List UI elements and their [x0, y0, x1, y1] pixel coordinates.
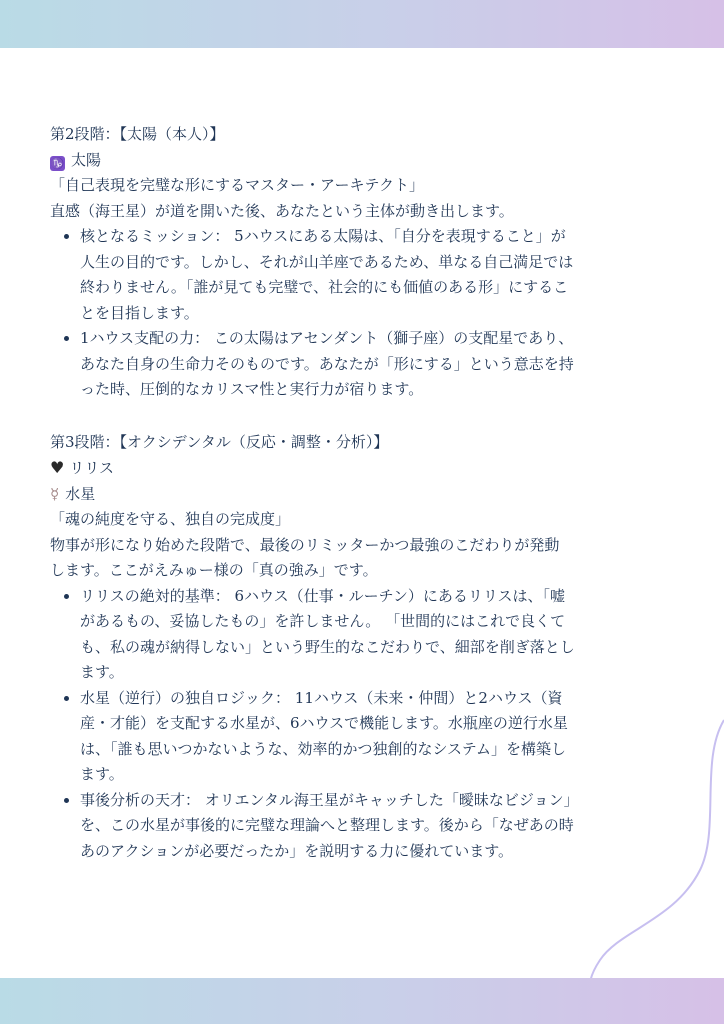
mercury-icon: ☿ [50, 484, 60, 503]
bullet-line: あなた自身の生命力そのものです。あなたが「形にする」という意志を持 [80, 354, 574, 373]
list-item [50, 584, 680, 686]
bullet-line: ます。 [80, 765, 124, 783]
document-body [50, 122, 680, 864]
sun-label: 太陽 [71, 150, 102, 169]
bullet-line: を、この水星が事後的に完璧な理論へと整理します。後から「なぜあの時 [80, 816, 574, 834]
bullet-line: とを目指します。 [80, 303, 199, 322]
lilith-label: リリス [69, 459, 115, 477]
mercury-label: 水星 [65, 484, 96, 503]
bullet-line: 終わりません。「誰が見ても完璧で、社会的にも価値のある形」にするこ [80, 278, 569, 296]
bullet-line: 産・才能）を支配する水星が、6ハウスで機能します。水瓶座の逆行水星 [80, 714, 568, 732]
black-heart-icon: ♥ [50, 458, 65, 477]
bullet-line: った時、圧倒的なカリスマ性と実行力が宿ります。 [80, 380, 424, 398]
section2-heading: 第2段階：【太陽（本人）】 [50, 125, 225, 143]
bullet-line: リリスの絶対的基準： 6ハウス（仕事・ルーチン）にあるリリスは、「嘘 [80, 586, 566, 605]
section3-bullet-list [50, 584, 680, 865]
section2-quote: 「自己表現を完璧な形にするマスター・アーキテクト」 [50, 176, 424, 194]
bottom-gradient-band [0, 978, 724, 1024]
bullet-line: 1ハウス支配の力： この太陽はアセンダント（獅子座）の支配星であり、 [80, 329, 574, 347]
bullet-line: も、私の魂が納得しない」という野生的なこだわりで、細部を削ぎ落とし [80, 637, 575, 656]
capricorn-icon: ♑ [50, 156, 65, 170]
bullet-line: 核となるミッション： 5ハウスにある太陽は、「自分を表現すること」が [80, 227, 566, 245]
bullet-line: があるもの、妥協したもの」を許しません。 「世間的にはこれで良くて [80, 612, 566, 630]
list-item [50, 326, 680, 403]
bullet-line: あのアクションが必要だったか」を説明する力に優れています。 [80, 841, 514, 860]
section3-heading: 第3段階：【オクシデンタル（反応・調整・分析）】 [50, 432, 389, 451]
bullet-line: 事後分析の天才： オリエンタル海王星がキャッチした「曖昧なビジョン」 [80, 790, 579, 809]
sun-planet-line [50, 148, 680, 174]
section3-intro-line: 物事が形になり始めた段階で、最後のリミッターかつ最強のこだわりが発動 [50, 535, 560, 554]
section2-bullet-list [50, 224, 680, 403]
bullet-line: は、「誰も思いつかないような、効率的かつ独創的なシステム」を構築し [80, 739, 567, 758]
lilith-line [50, 455, 680, 482]
list-item [50, 686, 680, 788]
list-item [50, 224, 680, 326]
bullet-line: 水星（逆行）の独自ロジック： 11ハウス（未来・仲間）と2ハウス（資 [80, 688, 563, 707]
list-item [50, 788, 680, 865]
bullet-line: ます。 [80, 663, 124, 681]
section3-quote: 「魂の純度を守る、独自の完成度」 [50, 510, 291, 528]
section2-intro: 直感（海王星）が道を開いた後、あなたという主体が動き出します。 [50, 201, 514, 220]
mercury-line [50, 482, 680, 508]
bullet-line: 人生の目的です。しかし、それが山羊座であるため、単なる自己満足では [80, 252, 574, 271]
section3-intro-line: します。ここがえみゅー様の「真の強み」です。 [50, 561, 378, 579]
